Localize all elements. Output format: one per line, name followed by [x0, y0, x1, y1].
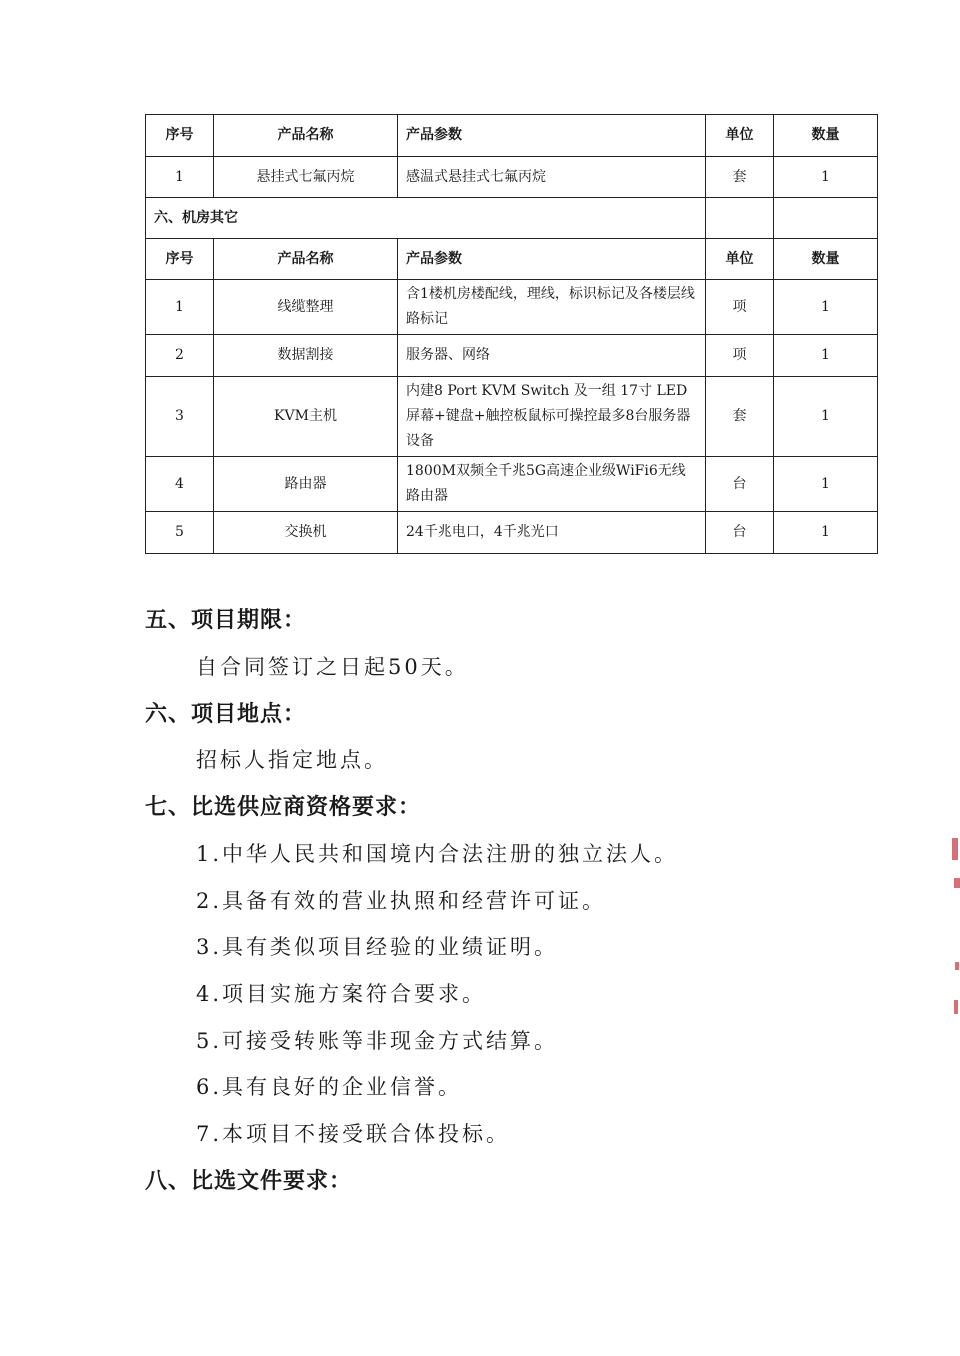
- section-5-text: 自合同签订之日起50天。: [196, 655, 469, 679]
- section-6-heading: 六、项目地点：: [145, 702, 307, 727]
- header-name: 产品名称: [214, 239, 398, 280]
- section-5-heading: 五、项目期限：: [145, 608, 307, 633]
- cell-name: 数据割接: [214, 335, 398, 377]
- cell-qty: 1: [774, 377, 878, 457]
- table-row: [146, 512, 878, 554]
- table-header-row: [146, 115, 878, 157]
- cell-param: 1800M双频全千兆5G高速企业级WiFi6无线路由器: [398, 457, 706, 512]
- requirement-item: 2.具备有效的营业执照和经营许可证。: [196, 889, 607, 913]
- cell-param: 含1楼机房楼配线，理线，标识标记及各楼层线路标记: [398, 280, 706, 335]
- seal-edge-mark: [952, 838, 958, 860]
- cell-unit: 台: [706, 457, 774, 512]
- cell-name: 线缆整理: [214, 280, 398, 335]
- header-unit: 单位: [706, 239, 774, 280]
- cell-qty: 1: [774, 157, 878, 198]
- section-6-text: 招标人指定地点。: [196, 748, 388, 772]
- requirement-item: 5.可接受转账等非现金方式结算。: [196, 1029, 559, 1053]
- section-title: 六、机房其它: [146, 198, 706, 239]
- header-no: 序号: [146, 115, 214, 157]
- header-param: 产品参数: [398, 239, 706, 280]
- cell-no: 4: [146, 457, 214, 512]
- header-no: 序号: [146, 239, 214, 280]
- header-name: 产品名称: [214, 115, 398, 157]
- cell-qty: 1: [774, 280, 878, 335]
- cell-name: KVM主机: [214, 377, 398, 457]
- header-qty: 数量: [774, 115, 878, 157]
- cell-no: 1: [146, 157, 214, 198]
- seal-edge-mark: [954, 878, 960, 888]
- header-qty: 数量: [774, 239, 878, 280]
- cell-no: 3: [146, 377, 214, 457]
- table-row: [146, 335, 878, 377]
- section-row: [146, 198, 878, 239]
- cell-param: 感温式悬挂式七氟丙烷: [398, 157, 706, 198]
- section-8-heading: 八、比选文件要求：: [145, 1169, 353, 1194]
- table-header-row: [146, 239, 878, 280]
- requirement-item: 6.具有良好的企业信誉。: [196, 1075, 463, 1099]
- table-row: [146, 457, 878, 512]
- cell-unit: 项: [706, 335, 774, 377]
- requirement-item: 7.本项目不接受联合体投标。: [196, 1122, 511, 1146]
- cell-param: 24千兆电口，4千兆光口: [398, 512, 706, 554]
- cell-param: 内建8 Port KVM Switch 及一组 17寸 LED屏幕+键盘+触控板鼠标可操控最多8台服务器设备: [398, 377, 706, 457]
- cell-unit: 套: [706, 377, 774, 457]
- requirement-item: 1.中华人民共和国境内合法注册的独立法人。: [196, 842, 679, 866]
- cell-qty: 1: [774, 457, 878, 512]
- table-row: [146, 157, 878, 198]
- cell-unit: 台: [706, 512, 774, 554]
- cell-name: 路由器: [214, 457, 398, 512]
- cell-name: 悬挂式七氟丙烷: [214, 157, 398, 198]
- section-7-heading: 七、比选供应商资格要求：: [145, 795, 422, 820]
- cell-unit: 套: [706, 157, 774, 198]
- seal-edge-mark: [954, 1000, 958, 1014]
- cell-qty: 1: [774, 335, 878, 377]
- table-row: [146, 280, 878, 335]
- product-spec-table: [145, 114, 878, 554]
- cell-qty: 1: [774, 512, 878, 554]
- cell-param: 服务器、网络: [398, 335, 706, 377]
- table-row: [146, 377, 878, 457]
- header-param: 产品参数: [398, 115, 706, 157]
- cell-name: 交换机: [214, 512, 398, 554]
- requirement-item: 3.具有类似项目经验的业绩证明。: [196, 935, 559, 959]
- cell-no: 2: [146, 335, 214, 377]
- empty-cell: [706, 198, 774, 239]
- requirement-item: 4.项目实施方案符合要求。: [196, 982, 487, 1006]
- cell-unit: 项: [706, 280, 774, 335]
- header-unit: 单位: [706, 115, 774, 157]
- cell-no: 5: [146, 512, 214, 554]
- cell-no: 1: [146, 280, 214, 335]
- seal-edge-mark: [955, 962, 959, 970]
- empty-cell: [774, 198, 878, 239]
